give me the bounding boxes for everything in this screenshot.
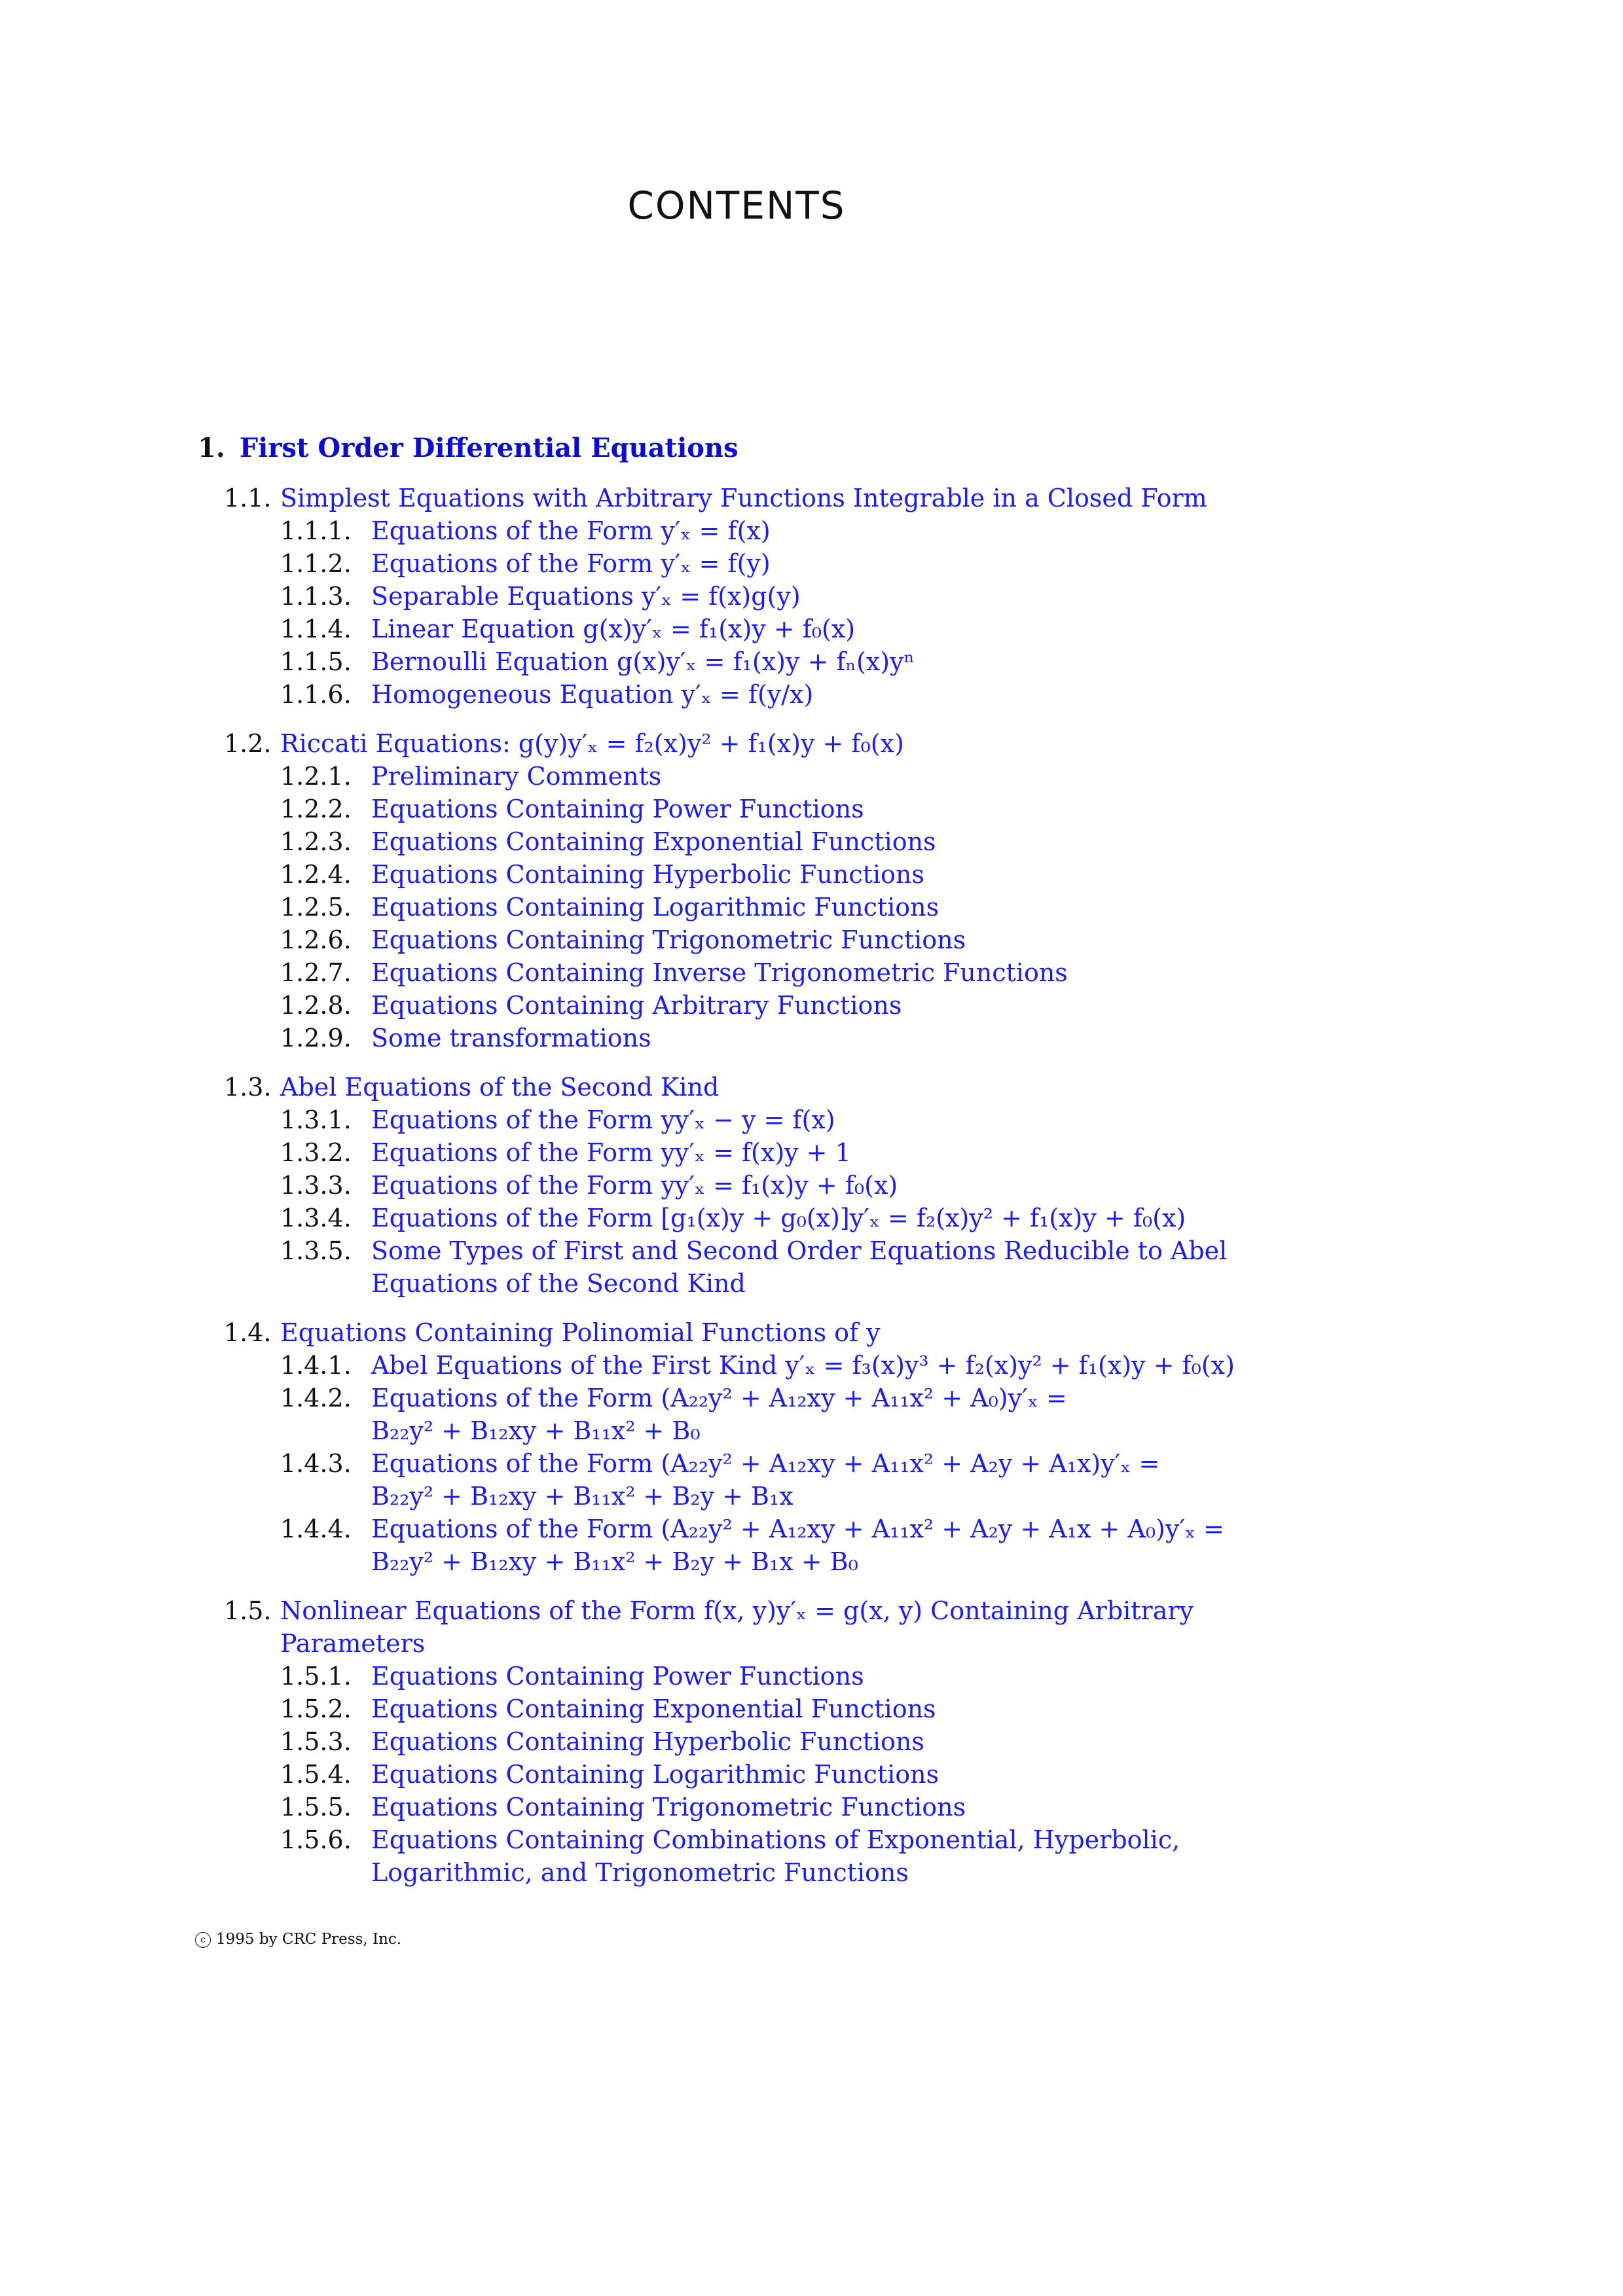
subsection-title-line: Equations of the Form y′ₓ = f(y) (371, 549, 771, 578)
subsection-title-line: Equations of the Form yy′ₓ = f(x)y + 1 (371, 1138, 851, 1167)
section-title-line: Riccati Equations: g(y)y′ₓ = f₂(x)y² + f₁(x)y + f₀(x) (280, 729, 904, 758)
subsection-title-line: Equations Containing Combinations of Exponential, Hyperbolic, (371, 1825, 1180, 1854)
subsection-title[interactable] (371, 645, 1245, 678)
subsection-title[interactable] (371, 1823, 1245, 1889)
subsection-number: 1.3.3. (280, 1171, 352, 1200)
copyright-text: 1995 by CRC Press, Inc. (216, 1931, 402, 1948)
subsection-number: 1.1.1. (280, 516, 352, 545)
subsection-number: 1.3.2. (280, 1138, 352, 1167)
toc-subsection-entry[interactable] (224, 924, 1245, 956)
subsection-number: 1.5.6. (280, 1825, 352, 1854)
subsection-number: 1.4.1. (280, 1351, 352, 1380)
subsection-number: 1.5.2. (280, 1695, 352, 1723)
toc-section-entry[interactable] (224, 1316, 1245, 1349)
subsection-number: 1.1.5. (280, 647, 352, 676)
subsection-title-line: Bernoulli Equation g(x)y′ₓ = f₁(x)y + fₙ(x)yⁿ (371, 647, 915, 676)
copyright-icon: c (195, 1932, 211, 1948)
toc-section (224, 1594, 1245, 1889)
subsection-title-line: Equations Containing Hyperbolic Functions (371, 860, 924, 889)
subsection-title-line: Equations of the Second Kind (371, 1269, 746, 1298)
subsection-title-line: Equations of the Form (A₂₂y² + A₁₂xy + A₁₁x² + A₂y + A₁x)y′ₓ = (371, 1449, 1160, 1478)
subsection-number: 1.3.4. (280, 1204, 352, 1232)
subsection-number: 1.4.4. (280, 1515, 352, 1543)
toc-subsection-entry[interactable] (224, 825, 1245, 858)
toc-subsection-entry[interactable] (224, 1136, 1245, 1169)
subsection-number: 1.1.6. (280, 680, 352, 709)
toc-subsection-entry[interactable] (224, 645, 1245, 678)
subsection-title-line: B₂₂y² + B₁₂xy + B₁₁x² + B₀ (371, 1416, 701, 1445)
section-number: 1.5. (224, 1596, 272, 1625)
toc-section-entry[interactable] (224, 1071, 1245, 1103)
page-title: CONTENTS (627, 183, 846, 228)
subsection-number: 1.2.2. (280, 795, 352, 823)
subsection-title[interactable] (371, 1513, 1245, 1578)
toc-subsection-entry[interactable] (224, 1447, 1245, 1513)
subsection-title[interactable] (371, 956, 1245, 989)
toc-subsection-entry[interactable] (224, 580, 1245, 613)
toc-section (224, 727, 1245, 1054)
toc-subsection-entry[interactable] (224, 613, 1245, 645)
subsection-title-line: Equations of the Form yy′ₓ = f₁(x)y + f₀(x) (371, 1171, 898, 1200)
toc-subsection-entry[interactable] (224, 858, 1245, 891)
toc-subsection-entry[interactable] (224, 678, 1245, 711)
subsection-title-line: Equations Containing Power Functions (371, 1662, 864, 1691)
section-number: 1.4. (224, 1318, 272, 1347)
toc-section-entry[interactable] (224, 727, 1245, 760)
toc-subsection-entry[interactable] (224, 1382, 1245, 1447)
toc-subsection-entry[interactable] (224, 989, 1245, 1022)
subsection-title-line: Equations of the Form (A₂₂y² + A₁₂xy + A₁₁x² + A₀)y′ₓ = (371, 1384, 1067, 1412)
subsection-title[interactable] (371, 1758, 1245, 1791)
subsection-title[interactable] (371, 1447, 1245, 1513)
subsection-title-line: Equations Containing Trigonometric Functions (371, 925, 966, 954)
subsection-number: 1.2.1. (280, 762, 352, 791)
toc-section (224, 482, 1245, 711)
toc-section (224, 1071, 1245, 1300)
toc-subsection-entry[interactable] (224, 1103, 1245, 1136)
section-title[interactable] (280, 727, 1245, 760)
section-number: 1.3. (224, 1073, 272, 1102)
subsection-number: 1.2.4. (280, 860, 352, 889)
subsection-title-line: Equations Containing Exponential Functions (371, 1695, 936, 1723)
toc-subsection-entry[interactable] (224, 891, 1245, 924)
subsection-number: 1.2.7. (280, 958, 352, 987)
section-title-line: Abel Equations of the Second Kind (280, 1073, 720, 1102)
subsection-title[interactable] (371, 514, 1245, 547)
subsection-number: 1.3.5. (280, 1236, 352, 1265)
section-number: 1.1. (224, 484, 272, 512)
chapter-heading[interactable] (198, 432, 739, 465)
subsection-title-line: Some transformations (371, 1024, 651, 1052)
subsection-number: 1.2.9. (280, 1024, 352, 1052)
toc-subsection-entry[interactable] (224, 793, 1245, 825)
subsection-title-line: Equations Containing Logarithmic Functions (371, 893, 939, 922)
section-title[interactable] (280, 482, 1245, 514)
subsection-title-line: Equations Containing Power Functions (371, 795, 864, 823)
subsection-title[interactable] (371, 580, 1245, 613)
subsection-title[interactable] (371, 1791, 1245, 1823)
subsection-number: 1.2.3. (280, 827, 352, 856)
table-of-contents (224, 482, 1245, 1905)
subsection-title[interactable] (371, 1382, 1245, 1447)
subsection-title-line: Equations of the Form yy′ₓ − y = f(x) (371, 1105, 835, 1134)
subsection-title[interactable] (371, 1169, 1245, 1202)
subsection-number: 1.5.4. (280, 1760, 352, 1789)
toc-subsection-entry[interactable] (224, 1725, 1245, 1758)
subsection-number: 1.2.6. (280, 925, 352, 954)
subsection-title[interactable] (371, 1103, 1245, 1136)
subsection-title[interactable] (371, 1202, 1245, 1234)
subsection-title-line: Equations of the Form y′ₓ = f(x) (371, 516, 771, 545)
subsection-title[interactable] (371, 858, 1245, 891)
toc-subsection-entry[interactable] (224, 1758, 1245, 1791)
subsection-title[interactable] (371, 1234, 1245, 1300)
subsection-title-line: B₂₂y² + B₁₂xy + B₁₁x² + B₂y + B₁x (371, 1482, 793, 1511)
toc-subsection-entry[interactable] (224, 1202, 1245, 1234)
toc-subsection-entry[interactable] (224, 1234, 1245, 1300)
subsection-number: 1.5.5. (280, 1793, 352, 1821)
subsection-title[interactable] (371, 613, 1245, 645)
chapter-title[interactable]: First Order Differential Equations (239, 433, 739, 463)
section-number: 1.2. (224, 729, 272, 758)
toc-section-entry[interactable] (224, 1594, 1245, 1660)
subsection-title[interactable] (371, 1022, 1245, 1054)
section-title[interactable] (280, 1316, 1245, 1349)
subsection-title-line: Equations Containing Logarithmic Functions (371, 1760, 939, 1789)
subsection-title-line: Abel Equations of the First Kind y′ₓ = f₃(x)y³ + f₂(x)y² + f₁(x)y + f₀(x) (371, 1351, 1235, 1380)
subsection-title-line: Logarithmic, and Trigonometric Functions (371, 1858, 909, 1887)
section-title-line: Parameters (280, 1629, 426, 1658)
section-title-line: Nonlinear Equations of the Form f(x, y)y′ₓ = g(x, y) Containing Arbitrary (280, 1596, 1194, 1625)
section-title[interactable] (280, 1071, 1245, 1103)
subsection-title[interactable] (371, 760, 1245, 793)
subsection-title-line: B₂₂y² + B₁₂xy + B₁₁x² + B₂y + B₁x + B₀ (371, 1547, 858, 1576)
subsection-number: 1.3.1. (280, 1105, 352, 1134)
toc-subsection-entry[interactable] (224, 760, 1245, 793)
subsection-number: 1.4.3. (280, 1449, 352, 1478)
subsection-title[interactable] (371, 891, 1245, 924)
subsection-title[interactable] (371, 793, 1245, 825)
toc-subsection-entry[interactable] (224, 1791, 1245, 1823)
toc-subsection-entry[interactable] (224, 1513, 1245, 1578)
subsection-title-line: Linear Equation g(x)y′ₓ = f₁(x)y + f₀(x) (371, 615, 856, 643)
toc-subsection-entry[interactable] (224, 514, 1245, 547)
subsection-title-line: Equations of the Form (A₂₂y² + A₁₂xy + A₁₁x² + A₂y + A₁x + A₀)y′ₓ = (371, 1515, 1225, 1543)
subsection-title[interactable] (371, 1660, 1245, 1693)
subsection-number: 1.2.5. (280, 893, 352, 922)
subsection-title[interactable] (371, 1725, 1245, 1758)
subsection-title-line: Equations Containing Hyperbolic Functions (371, 1727, 924, 1756)
section-title-line: Equations Containing Polinomial Functions of y (280, 1318, 881, 1347)
subsection-number: 1.4.2. (280, 1384, 352, 1412)
subsection-title-line: Homogeneous Equation y′ₓ = f(y/x) (371, 680, 814, 709)
subsection-title[interactable] (371, 825, 1245, 858)
subsection-number: 1.5.1. (280, 1662, 352, 1691)
subsection-title[interactable] (371, 1136, 1245, 1169)
section-title[interactable] (280, 1594, 1245, 1660)
subsection-title-line: Equations Containing Exponential Functions (371, 827, 936, 856)
subsection-number: 1.1.3. (280, 582, 352, 611)
subsection-title[interactable] (371, 924, 1245, 956)
toc-subsection-entry[interactable] (224, 1660, 1245, 1693)
subsection-title-line: Separable Equations y′ₓ = f(x)g(y) (371, 582, 801, 611)
subsection-title-line: Equations Containing Trigonometric Functions (371, 1793, 966, 1821)
toc-subsection-entry[interactable] (224, 547, 1245, 580)
section-title-line: Simplest Equations with Arbitrary Functions Integrable in a Closed Form (280, 484, 1207, 512)
subsection-title-line: Equations Containing Inverse Trigonometric Functions (371, 958, 1068, 987)
subsection-title[interactable] (371, 1349, 1245, 1382)
toc-subsection-entry[interactable] (224, 1823, 1245, 1889)
subsection-number: 1.1.4. (280, 615, 352, 643)
toc-subsection-entry[interactable] (224, 1693, 1245, 1725)
subsection-number: 1.2.8. (280, 991, 352, 1020)
subsection-title-line: Some Types of First and Second Order Equations Reducible to Abel (371, 1236, 1228, 1265)
subsection-title[interactable] (371, 1693, 1245, 1725)
subsection-title[interactable] (371, 678, 1245, 711)
subsection-number: 1.1.2. (280, 549, 352, 578)
subsection-title-line: Equations Containing Arbitrary Functions (371, 991, 902, 1020)
subsection-title[interactable] (371, 989, 1245, 1022)
toc-subsection-entry[interactable] (224, 1022, 1245, 1054)
chapter-number: 1. (198, 433, 225, 463)
copyright-footer (195, 1931, 401, 1948)
toc-subsection-entry[interactable] (224, 1169, 1245, 1202)
toc-subsection-entry[interactable] (224, 956, 1245, 989)
toc-subsection-entry[interactable] (224, 1349, 1245, 1382)
subsection-title-line: Preliminary Comments (371, 762, 662, 791)
toc-section-entry[interactable] (224, 482, 1245, 514)
subsection-title[interactable] (371, 547, 1245, 580)
toc-section (224, 1316, 1245, 1578)
subsection-number: 1.5.3. (280, 1727, 352, 1756)
subsection-title-line: Equations of the Form [g₁(x)y + g₀(x)]y′ₓ = f₂(x)y² + f₁(x)y + f₀(x) (371, 1204, 1186, 1232)
